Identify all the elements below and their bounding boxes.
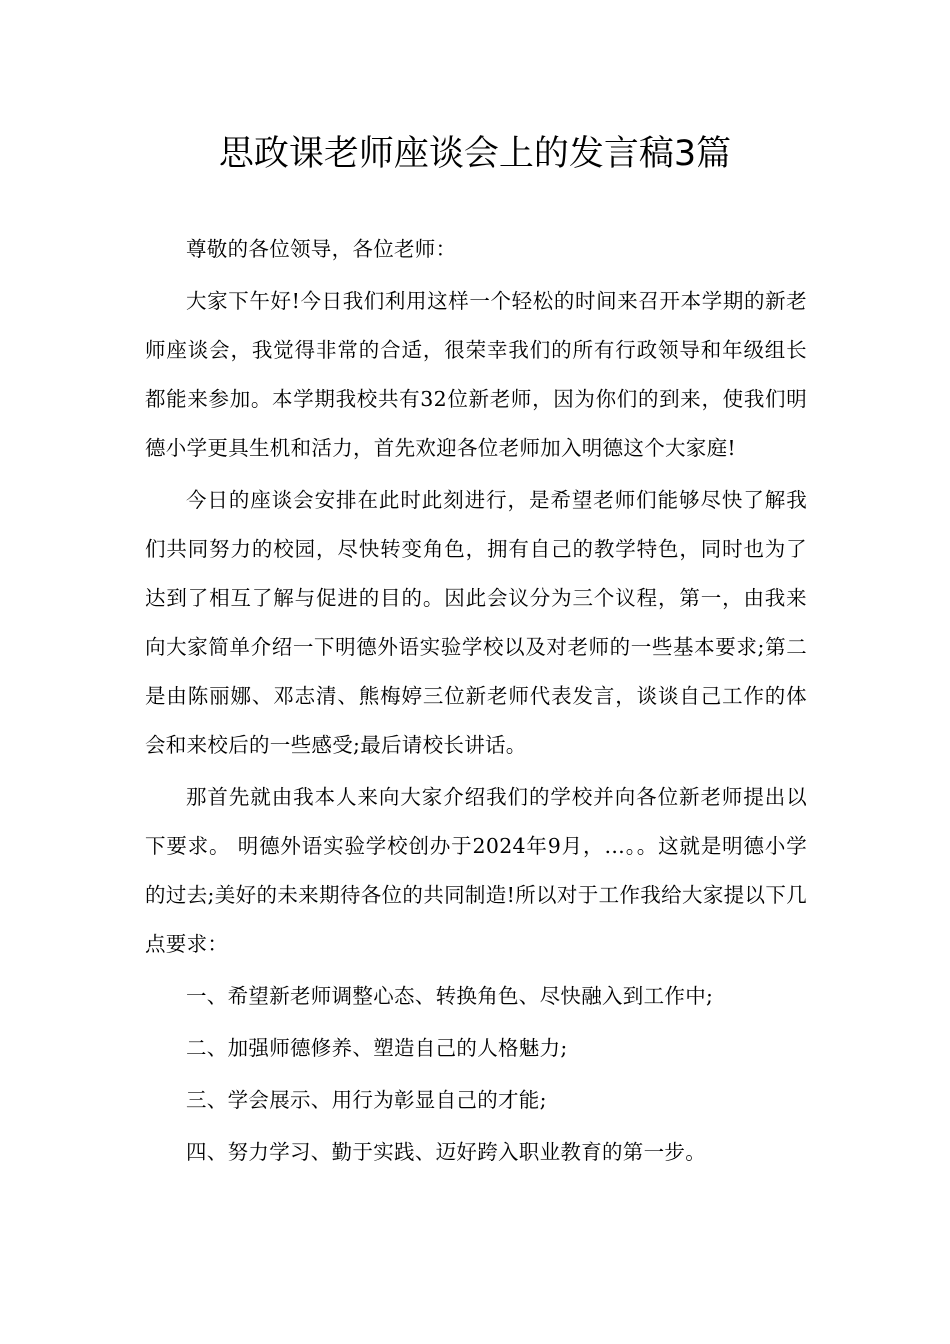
requirement-item-4: 四、努力学习、勤于实践、迈好跨入职业教育的第一步。 xyxy=(186,1140,706,1164)
requirement-item-2: 二、加强师德修养、塑造自己的人格魅力; xyxy=(186,1036,568,1060)
document-title: 思政课老师座谈会上的发言稿3篇 xyxy=(218,134,732,174)
paragraph-welcome: 大家下午好!今日我们利用这样一个轻松的时间来召开本学期的新老师座谈会，我觉得非常的合适，很荣幸我们的所有行政领导和年级组长都能来参加。本学期我校共有32位新老师，因为你们的到来，使我们明德小学更具生机和活力，首先欢迎各位老师加入明德这个大家庭! xyxy=(145,289,807,460)
salutation: 尊敬的各位领导，各位老师： xyxy=(186,237,457,261)
document-body xyxy=(145,225,807,1180)
paragraph-introduction: 那首先就由我本人来向大家介绍我们的学校并向各位新老师提出以下要求。 明德外语实验学校创办于2024年9月，…。。这就是明德小学的过去;美好的未来期待各位的共同制造!所以对于工作我给大家提以下几点要求： xyxy=(145,785,807,956)
requirement-item-3: 三、学会展示、用行为彰显自己的才能; xyxy=(186,1088,547,1112)
requirement-item-1: 一、希望新老师调整心态、转换角色、尽快融入到工作中; xyxy=(186,984,714,1008)
paragraph-agenda: 今日的座谈会安排在此时此刻进行，是希望老师们能够尽快了解我们共同努力的校园，尽快转变角色，拥有自己的教学特色，同时也为了达到了相互了解与促进的目的。因此会议分为三个议程，第一，由我来向大家简单介绍一下明德外语实验学校以及对老师的一些基本要求;第二是由陈丽娜、邓志清、熊梅婷三位新老师代表发言，谈谈自己工作的体会和来校后的一些感受;最后请校长讲话。 xyxy=(145,488,807,757)
